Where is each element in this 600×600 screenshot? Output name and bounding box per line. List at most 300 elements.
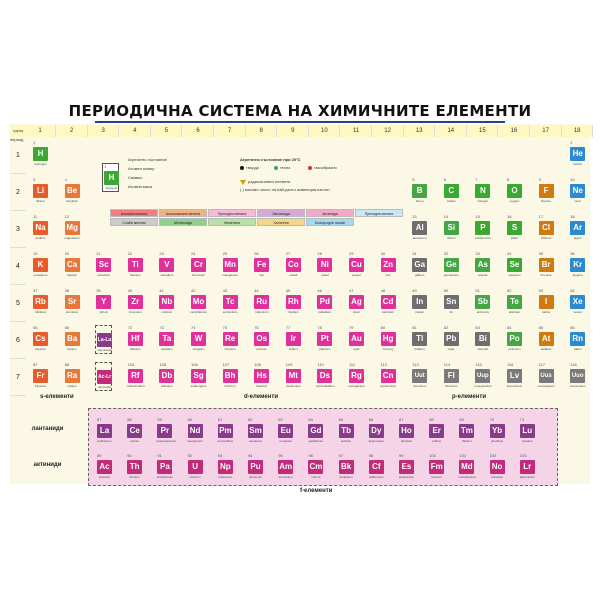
category-legend-box: Алкалоземни метали (159, 209, 207, 217)
element-symbol: N (475, 184, 490, 198)
element-name: oxygen (509, 199, 520, 203)
element-cell (538, 177, 555, 206)
element-symbol: Se (507, 258, 522, 272)
element-cell (32, 214, 49, 243)
element-number: 25 (222, 251, 228, 256)
element-cell (538, 288, 555, 317)
element-name: tin (449, 310, 453, 314)
element-cell (126, 453, 143, 482)
element-name: thorium (129, 475, 140, 479)
category-legend-box: Металоиди (159, 218, 207, 226)
element-cell (190, 362, 207, 391)
element-number: 113 (412, 362, 419, 367)
element-cell (253, 251, 270, 280)
element-name: fermium (431, 475, 443, 479)
element-name: antimony (476, 310, 489, 314)
element-cell (443, 288, 460, 317)
element-number: 84 (507, 325, 512, 330)
element-number: 23 (159, 251, 164, 256)
element-symbol: F (539, 184, 554, 198)
element-number: 29 (349, 251, 354, 256)
element-symbol: Tb (339, 424, 354, 438)
category-legend-box: Преходни метали (355, 209, 403, 217)
element-symbol: Cu (349, 258, 364, 272)
element-name: copernicium (380, 384, 397, 388)
element-cell (253, 362, 270, 391)
element-cell (489, 417, 506, 446)
element-name: bismuth (477, 347, 489, 351)
s-block-label: s-елементи (40, 394, 74, 400)
element-number: 69 (459, 417, 464, 422)
element-number: 88 (64, 362, 70, 367)
element-number: 115 (475, 362, 482, 367)
element-number: 34 (507, 251, 512, 256)
element-cell (285, 325, 302, 354)
element-number: 50 (443, 288, 449, 293)
page-title: ПЕРИОДИЧНА СИСТЕМА НА ХИМИЧНИТЕ ЕЛЕМЕНТИ (68, 102, 532, 120)
element-symbol: Sb (475, 295, 490, 309)
legend-state-title: Агрегатно състояние при 20°С (240, 157, 301, 162)
element-name: gadolinium (308, 439, 324, 443)
element-cell (158, 325, 175, 354)
element-symbol: Sg (191, 369, 206, 383)
element-number: 76 (254, 325, 259, 330)
element-number: 17 (538, 214, 544, 219)
element-name: yttrium (99, 310, 109, 314)
element-cell (569, 325, 586, 354)
element-name: cadmium (382, 310, 395, 314)
element-name: sodium (35, 236, 46, 240)
element-symbol: Cs (33, 332, 48, 346)
element-name: phosphorus (475, 236, 491, 240)
period-number: 5 (10, 285, 26, 322)
group-number: 16 (499, 125, 530, 137)
element-number: 52 (507, 288, 512, 293)
element-symbol: Y (96, 295, 111, 309)
element-number: 41 (159, 288, 164, 293)
element-name: strontium (65, 310, 79, 314)
element-symbol: La (97, 424, 112, 438)
element-symbol: Sm (248, 424, 263, 438)
element-name: caesium (34, 347, 47, 351)
element-symbol: Ti (128, 258, 143, 272)
element-cell (285, 251, 302, 280)
element-cell (156, 453, 173, 482)
element-name: meitnerium (285, 384, 301, 388)
element-symbol: Rf (128, 369, 143, 383)
element-symbol: In (412, 295, 427, 309)
element-name: beryllium (66, 199, 79, 203)
element-symbol: Re (223, 332, 238, 346)
element-number: 24 (191, 251, 196, 256)
group-number: 7 (215, 125, 246, 137)
element-name: ununtrium (413, 384, 427, 388)
element-number: 107 (222, 362, 230, 367)
element-symbol: Cf (369, 460, 384, 474)
element-cell (368, 417, 385, 446)
element-symbol: Hs (254, 369, 269, 383)
element-symbol: Bk (339, 460, 354, 474)
element-cell (96, 453, 113, 482)
element-number: 22 (127, 251, 133, 256)
element-name: copper (351, 273, 362, 277)
element-cell (158, 362, 175, 391)
element-symbol: Rh (286, 295, 301, 309)
element-number: 89 (97, 453, 102, 458)
element-name: plutonium (248, 475, 262, 479)
element-cell (519, 417, 536, 446)
element-cell (277, 417, 294, 446)
element-name: neon (574, 199, 582, 203)
element-symbol: Sr (65, 295, 80, 309)
element-name: silicon (447, 236, 456, 240)
element-symbol: Br (539, 258, 554, 272)
element-name: indium (415, 310, 425, 314)
element-number: 109 (285, 362, 293, 367)
element-name: platinum (319, 347, 331, 351)
element-name: uranium (189, 475, 201, 479)
element-cell (247, 453, 264, 482)
element-cell (443, 325, 460, 354)
element-name: gold (353, 347, 360, 351)
element-name: zirconium (128, 310, 142, 314)
element-symbol: Er (429, 424, 444, 438)
element-symbol: Fe (254, 258, 269, 272)
element-symbol: At (539, 332, 554, 346)
element-name: helium (573, 162, 583, 166)
element-name: palladium (318, 310, 332, 314)
group-number: 13 (404, 125, 435, 137)
element-name: thulium (462, 439, 472, 443)
element-cell (538, 251, 555, 280)
element-symbol: Bh (223, 369, 238, 383)
element-symbol: Ge (444, 258, 459, 272)
element-number: 30 (380, 251, 386, 256)
element-name: ytterbium (490, 439, 504, 443)
element-symbol: Xe (570, 295, 585, 309)
element-symbol: Nb (159, 295, 174, 309)
element-name: selenium (508, 273, 521, 277)
category-legend-box: Лантаниди (257, 209, 305, 217)
element-name: lutetium (522, 439, 533, 443)
element-cell (32, 177, 49, 206)
element-cell (222, 288, 239, 317)
element-name: arsenic (478, 273, 488, 277)
element-number: 90 (127, 453, 132, 458)
element-number: 2 (570, 140, 573, 145)
group-number: 12 (373, 125, 404, 137)
element-number: 85 (538, 325, 544, 330)
group-number: 1 (25, 125, 56, 137)
element-name: neodymium (187, 439, 203, 443)
element-cell (64, 251, 81, 280)
element-symbol: Zr (128, 295, 143, 309)
element-number: 6 (443, 177, 447, 182)
element-name: tantalum (161, 347, 173, 351)
element-symbol: Pd (317, 295, 332, 309)
element-number: 74 (191, 325, 196, 330)
element-name: calcium (67, 273, 78, 277)
element-name: silver (352, 310, 360, 314)
group-number: 15 (467, 125, 498, 137)
element-name: samarium (248, 439, 263, 443)
f-block-label: f-елементи (300, 488, 333, 494)
category-legend-box: Преходни метали (208, 209, 256, 217)
element-number: 116 (507, 362, 514, 367)
element-name: berkelium (339, 475, 353, 479)
element-symbol: La-Lu (97, 333, 112, 347)
element-symbol: Na (33, 221, 48, 235)
element-name: polonium (508, 347, 521, 351)
element-number: 28 (317, 251, 322, 256)
element-symbol: Pr (157, 424, 172, 438)
element-cell (506, 362, 523, 391)
legend-state-label: течно (280, 165, 291, 170)
element-number: 10 (570, 177, 575, 182)
element-number: 56 (64, 325, 70, 330)
element-number: 36 (570, 251, 575, 256)
element-number: 75 (222, 325, 228, 330)
element-cell (190, 325, 207, 354)
element-symbol: H (33, 147, 48, 161)
element-symbol: Db (159, 369, 174, 383)
state-icon (274, 166, 278, 170)
element-symbol: Uuo (570, 369, 585, 383)
element-cell (127, 325, 144, 354)
element-symbol: Rb (33, 295, 48, 309)
element-symbol: Am (278, 460, 293, 474)
element-number: 35 (538, 251, 544, 256)
element-cell (338, 417, 355, 446)
element-number: 53 (538, 288, 544, 293)
element-number: 39 (96, 288, 101, 293)
element-symbol: Po (507, 332, 522, 346)
legend-note: ( ) масово число на най-дълго живеещия изотоп (240, 187, 330, 192)
element-name: лантаниди (97, 348, 113, 352)
element-symbol: Yb (490, 424, 505, 438)
element-symbol: Dy (369, 424, 384, 438)
element-number: 40 (127, 288, 133, 293)
element-cell (474, 251, 491, 280)
period-number: 6 (10, 322, 26, 359)
element-cell (307, 453, 324, 482)
element-number: 73 (159, 325, 164, 330)
element-name: rutherfordium (126, 384, 145, 388)
element-symbol: Mt (286, 369, 301, 383)
element-name: xenon (573, 310, 582, 314)
element-cell (32, 251, 49, 280)
element-number: 106 (191, 362, 198, 367)
element-cell (127, 288, 144, 317)
element-name: californium (369, 475, 384, 479)
element-name: krypton (572, 273, 583, 277)
element-symbol: Nd (188, 424, 203, 438)
element-cell (380, 251, 397, 280)
element-name: iridium (288, 347, 298, 351)
element-name: sulfur (510, 236, 519, 240)
element-number: 8 (507, 177, 510, 182)
element-name: iodine (542, 310, 551, 314)
element-number: 102 (489, 453, 497, 458)
element-number: 87 (33, 362, 38, 367)
element-number: 110 (317, 362, 324, 367)
element-cell (411, 251, 428, 280)
element-name: carbon (446, 199, 456, 203)
element-name: lithium (36, 199, 45, 203)
element-number: 80 (380, 325, 386, 330)
element-name: zinc (385, 273, 391, 277)
element-cell (222, 251, 239, 280)
element-cell (474, 214, 491, 243)
element-cell (95, 251, 112, 280)
element-name: einsteinium (398, 475, 415, 479)
element-cell (32, 362, 49, 391)
element-cell (64, 325, 81, 354)
legend-key-label: Атомен номер (128, 166, 155, 171)
element-symbol: Li (33, 184, 48, 198)
category-legend-box: Благородни газове (306, 218, 354, 226)
element-symbol: V (159, 258, 174, 272)
element-symbol: W (191, 332, 206, 346)
element-cell (506, 251, 523, 280)
element-name: terbium (341, 439, 352, 443)
element-number: 26 (254, 251, 259, 256)
actinides-row-label: актиниди (33, 462, 62, 468)
element-name: dysprosium (368, 439, 384, 443)
element-cell (443, 251, 460, 280)
element-cell (506, 325, 523, 354)
element-name: potassium (33, 273, 48, 277)
element-name: niobium (161, 310, 173, 314)
element-number: 43 (222, 288, 228, 293)
element-number: 77 (285, 325, 291, 330)
element-name: lanthanum (97, 439, 112, 443)
period-number: 4 (10, 248, 26, 285)
element-name: cerium (130, 439, 140, 443)
element-name: lead (448, 347, 455, 351)
element-cell (126, 417, 143, 446)
element-name: vanadium (160, 273, 174, 277)
element-symbol: Fr (33, 369, 48, 383)
element-symbol: Eu (278, 424, 293, 438)
element-number: 100 (429, 453, 436, 458)
element-cell (506, 288, 523, 317)
element-name: americium (278, 475, 293, 479)
element-number: 47 (349, 288, 354, 293)
element-cell (411, 362, 428, 391)
element-number: 101 (459, 453, 467, 458)
element-number: 83 (475, 325, 480, 330)
element-cell (569, 177, 586, 206)
element-cell (158, 251, 175, 280)
element-name: flerovium (445, 384, 458, 388)
element-number: 98 (368, 453, 374, 458)
element-symbol: Ta (159, 332, 174, 346)
element-cell (348, 362, 365, 391)
element-number: 103 (519, 453, 527, 458)
element-symbol: Ce (127, 424, 142, 438)
element-symbol: Cr (191, 258, 206, 272)
element-number: 14 (443, 214, 449, 219)
element-number: 12 (64, 214, 70, 219)
element-symbol: Lv (507, 369, 522, 383)
element-symbol: Cm (308, 460, 323, 474)
element-name: mendelevium (458, 475, 477, 479)
group-number: 17 (531, 125, 562, 137)
group-number: 14 (436, 125, 467, 137)
element-name: boron (415, 199, 424, 203)
element-cell (348, 251, 365, 280)
element-cell (127, 251, 144, 280)
element-number: 96 (308, 453, 313, 458)
element-number: 33 (475, 251, 480, 256)
element-symbol: Zn (381, 258, 396, 272)
element-number: 48 (380, 288, 386, 293)
element-cell (506, 177, 523, 206)
element-symbol: Hf (128, 332, 143, 346)
element-number: 63 (278, 417, 283, 422)
element-name: rubidium (34, 310, 47, 314)
element-name: radon (573, 347, 582, 351)
element-symbol: Ag (349, 295, 364, 309)
element-cell (538, 325, 555, 354)
element-name: nitrogen (477, 199, 489, 203)
state-icon (240, 166, 244, 170)
element-cell (474, 177, 491, 206)
legend-sample-number: 1 (104, 164, 107, 169)
element-symbol: Ac (97, 460, 112, 474)
element-cell (489, 453, 506, 482)
element-cell (285, 288, 302, 317)
element-number: 59 (157, 417, 162, 422)
element-name: roentgenium (348, 384, 365, 388)
element-number: 37 (33, 288, 38, 293)
element-name: technetium (222, 310, 238, 314)
period-header-label: период (10, 137, 24, 142)
element-number: 111 (349, 362, 356, 367)
category-legend-box: Алкални метали (110, 209, 158, 217)
element-cell (96, 417, 113, 446)
element-symbol: Be (65, 184, 80, 198)
legend-radioactive-label: радиоактивен елемент (248, 179, 291, 184)
element-cell (538, 214, 555, 243)
element-number: 95 (278, 453, 283, 458)
element-symbol: Gd (308, 424, 323, 438)
group-number: 2 (57, 125, 88, 137)
element-number: 105 (159, 362, 167, 367)
element-symbol: S (507, 221, 522, 235)
element-name: erbium (432, 439, 442, 443)
element-symbol: Si (444, 221, 459, 235)
group-header-label: група (10, 125, 27, 137)
element-symbol: Lu (520, 424, 535, 438)
element-symbol: Rn (570, 332, 585, 346)
group-number: 8 (246, 125, 277, 137)
element-number: 78 (317, 325, 322, 330)
element-symbol: Ar (570, 221, 585, 235)
element-symbol: Np (218, 460, 233, 474)
element-symbol: Ru (254, 295, 269, 309)
element-number: 66 (368, 417, 374, 422)
state-icon (308, 166, 312, 170)
element-number: 70 (489, 417, 495, 422)
category-legend-box: Актиниди (306, 209, 354, 217)
element-cell (187, 417, 204, 446)
element-cell (474, 362, 491, 391)
element-cell (569, 140, 586, 169)
element-number: 16 (507, 214, 512, 219)
element-cell (127, 362, 144, 391)
